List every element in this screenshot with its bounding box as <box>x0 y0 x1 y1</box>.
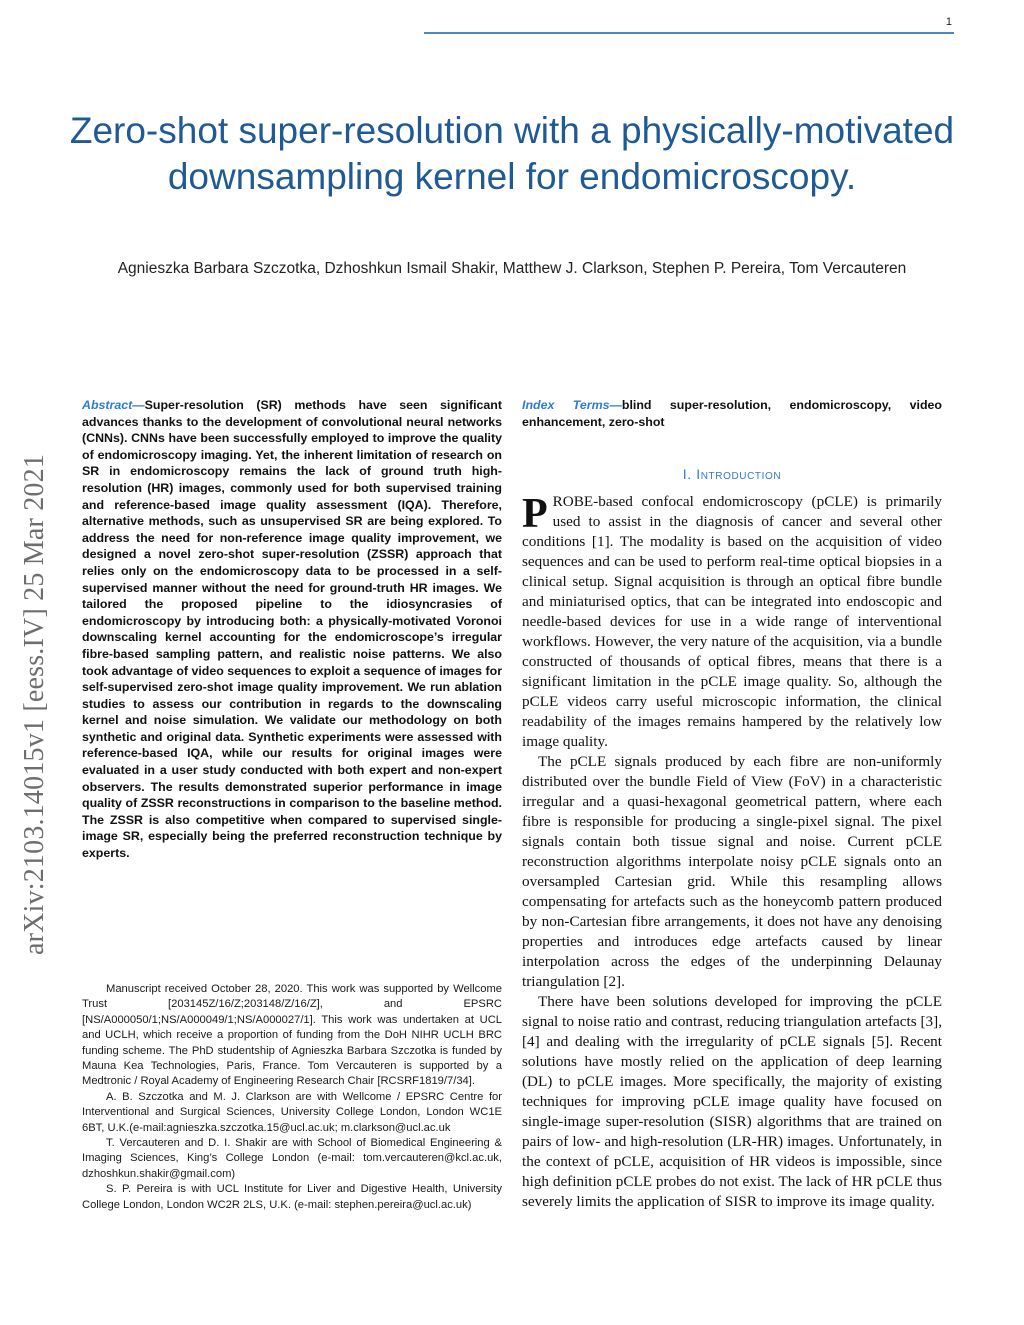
footnote-funding: Manuscript received October 28, 2020. This work was supported by Wellcome Trust [203145Z/16/Z;203148/Z/16/Z], and EPSRC [NS/A000050/1;NS/A000049/1;NS/A000027/1]. This work was undertaken at UCL and UCLH, which receive a proportion of funding from the DoH NIHR UCLH BRC funding scheme. The PhD studentship of Agnieszka Barbara Szczotka is funded by Mauna Kea Technologies, Paris, France. Tom Vercauteren is supported by a Medtronic / Royal Academy of Engineering Research Chair [RCSRF1819/7/34]. <box>82 983 502 1088</box>
intro-paragraph-3: There have been solutions developed for improving the pCLE signal to noise ratio and contrast, reducing triangulation artefacts [3], [4] and dealing with the irregularity of pCLE signals [5]. Recent solutions have mostly relied on the application of deep learning (DL) to pCLE images. More specifically, the majority of existing techniques for improving pCLE image quality have focused on single-image super-resolution (SISR) algorithms that are trained on pairs of low- and high-resolution (LR-HR) images. Unfortunately, in the context of pCLE, acquisition of HR videos is impossible, since high definition pCLE probes do not exist. The lack of HR pCLE thus severely limits the application of SISR to improve its image quality. <box>522 993 942 1210</box>
author-list: Agnieszka Barbara Szczotka, Dzhoshkun Ismail Shakir, Matthew J. Clarkson, Stephen P. Pereira, Tom Vercauteren <box>117 260 907 277</box>
index-terms-label: Index Terms— <box>522 398 622 412</box>
paper-title: Zero-shot super-resolution with a physically-motivated downsampling kernel for endomicroscopy. <box>69 110 955 197</box>
drop-cap: P <box>522 491 548 537</box>
intro-paragraph-1 <box>522 492 942 752</box>
footnote-affiliation-ucl: A. B. Szczotka and M. J. Clarkson are with Wellcome / EPSRC Centre for Interventional and Surgical Sciences, University College London, London WC1E 6BT, U.K.(e-mail:agnieszka.szczotka.15@ucl.ac.uk; m.clarkson@ucl.ac.uk <box>82 1090 502 1134</box>
footnotes <box>82 982 502 1213</box>
drop-cap-word-rest: ROBE <box>552 493 594 510</box>
abstract-text: Super-resolution (SR) methods have seen significant advances thanks to the development of convolutional neural networks (CNNs). CNNs have been successfully employed to improve the quality of endomicroscopy imaging. Yet, the inherent limitation of research on SR in endomicroscopy remains the lack of ground truth high-resolution (HR) images, commonly used for both supervised training and reference-based image quality assessment (IQA). Therefore, alternative methods, such as unsupervised SR are being explored. To address the need for non-reference image quality improvement, we designed a novel zero-shot super-resolution (ZSSR) approach that relies only on the endomicroscopy data to be processed in a self-supervised manner without the need for ground-truth HR images. We tailored the proposed pipeline to the idiosyncrasies of endomicroscopy by introducing both: a physically-motivated Voronoi downscaling kernel accounting for the endomicroscope’s irregular fibre-based sampling pattern, and realistic noise patterns. We also took advantage of video sequences to exploit a sequence of images for self-supervised zero-shot image quality improvement. We run ablation studies to assess our contribution in regards to the downscaling kernel and noise simulation. We validate our methodology on both synthetic and original data. Synthetic experiments were assessed with reference-based IQA, while our results for original images were evaluated in a user study conducted with both expert and non-expert observers. The results demonstrated superior performance in image quality of ZSSR reconstructions in comparison to the baseline method. The ZSSR is also competitive when compared to supervised single-image SR, especially being the preferred reconstruction technique by experts. <box>82 398 503 861</box>
abstract <box>82 397 502 862</box>
section-heading-introduction: I. Introduction <box>682 466 782 482</box>
index-terms-text: blind super-resolution, endomicroscopy, video enhancement, zero-shot <box>522 398 942 429</box>
abstract-label: Abstract— <box>82 398 145 412</box>
intro-paragraph-2: The pCLE signals produced by each fibre are non-uniformly distributed over the bundle Field of View (FoV) in a characteristic irregular and a quasi-hexagonal geometrical pattern, where each fibre is responsible for producing a single-pixel signal. The pixel signals contain both tissue signal and noise. Current pCLE reconstruction algorithms interpolate noisy pCLE signals onto an oversampled Cartesian grid. While this resampling allows compensating for artefacts such as the honeycomb pattern produced by non-Cartesian fibre arrangements, it does not have any denoising properties and introduces edge artefacts caused by linear interpolation across the edges of the underpinning Delaunay triangulation [2]. <box>522 753 942 990</box>
intro-paragraph-1-text: -based confocal endomicroscopy (pCLE) is primarily used to assist in the diagnosis of cancer and several other conditions [1]. The modality is based on the acquisition of video sequences and can be used to perform real-time optical biopsies in a clinical setup. Signal acquisition is through an optical fibre bundle and miniaturised optics, that can be integrated into endoscopic and needle-based devices for use in a wide range of interventional workflows. However, the very nature of the acquisition, via a bundle constructed of thousands of optical fibres, means that there is a significant limitation in the pCLE image quality. So, although the pCLE videos carry useful microscopic information, the clinical readability of the images remains hampered by the relatively low image quality. <box>522 493 942 750</box>
footnote-affiliation-liver: S. P. Pereira is with UCL Institute for Liver and Digestive Health, University College London, London WC2R 2LS, U.K. (e-mail: stephen.pereira@ucl.ac.uk) <box>82 1183 502 1211</box>
footnote-affiliation-kcl: T. Vercauteren and D. I. Shakir are with School of Biomedical Engineering & Imaging Sciences, King’s College London (e-mail: tom.vercauteren@kcl.ac.uk, dzhoshkun.shakir@gmail.com) <box>82 1137 502 1180</box>
page-number: 1 <box>945 16 952 28</box>
header-rule <box>424 32 954 34</box>
index-terms <box>522 397 942 430</box>
introduction-body <box>522 492 942 1212</box>
arxiv-identifier: arXiv:2103.14015v1 [eess.IV] 25 Mar 2021 <box>19 453 50 955</box>
